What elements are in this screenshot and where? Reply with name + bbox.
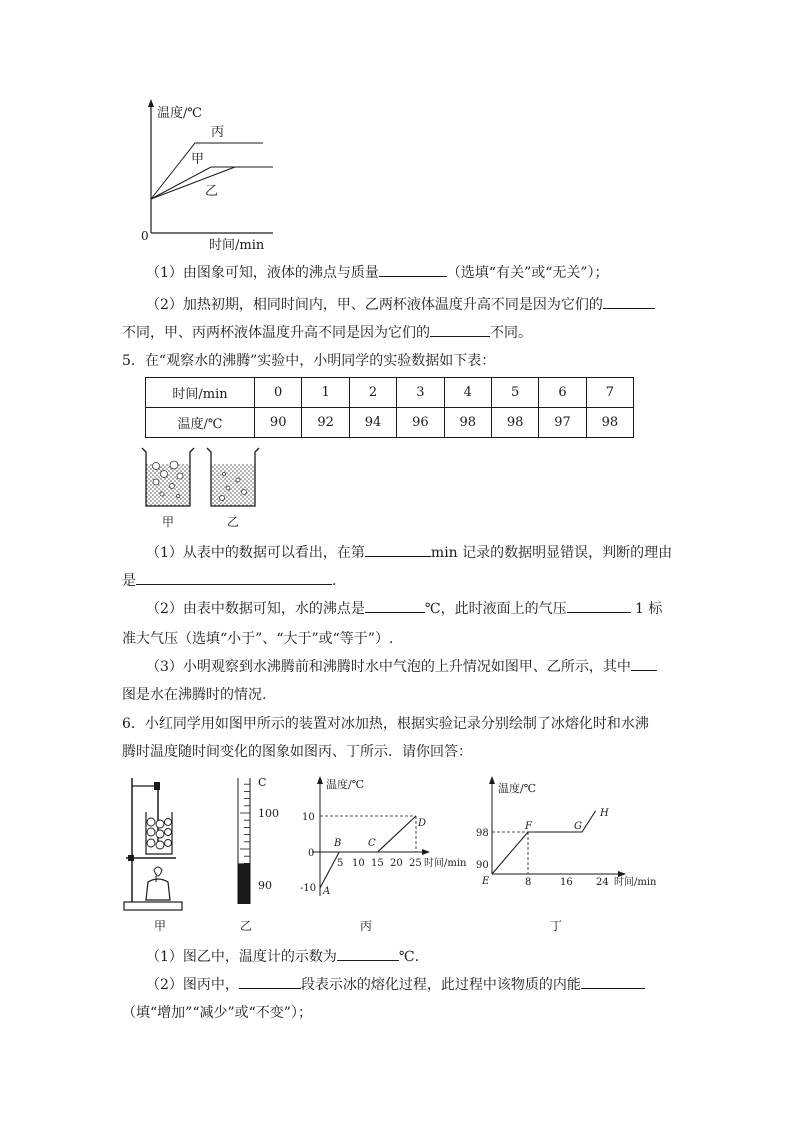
fig6-label-yi: 乙 bbox=[240, 919, 253, 933]
table-cell: 4 bbox=[444, 378, 491, 408]
bing-x-tick: 25 bbox=[409, 858, 422, 869]
q6-part2-cont: （填“增加”“减少”或“不变”）； bbox=[122, 1005, 312, 1021]
table-cell: 0 bbox=[255, 378, 302, 408]
q6-stem-line1: 6．小红同学用如图甲所示的装置对冰加热，根据实验记录分别绘制了冰熔化时和水沸 bbox=[122, 716, 649, 732]
q4-part2: （2）加热初期，相同时间内，甲、乙两杯液体温度升高不同是因为它们的 bbox=[146, 294, 655, 314]
ding-x-tick: 24 bbox=[596, 877, 609, 888]
answer-blank[interactable] bbox=[581, 974, 645, 989]
answer-blank[interactable] bbox=[239, 974, 301, 989]
answer-blank[interactable] bbox=[603, 294, 655, 309]
bing-point-label-B: B bbox=[334, 838, 342, 849]
answer-blank[interactable] bbox=[379, 262, 447, 277]
graph-y-label: 温度/℃ bbox=[157, 106, 202, 121]
answer-blank[interactable] bbox=[631, 656, 657, 671]
ding-point-label-G: G bbox=[574, 821, 582, 832]
answer-blank[interactable] bbox=[567, 598, 631, 613]
table-row bbox=[146, 378, 634, 408]
beaker-yi bbox=[207, 448, 259, 506]
answer-blank[interactable] bbox=[337, 946, 399, 961]
table-header: 时间/min bbox=[146, 378, 255, 408]
q6-stem-line2: 腾时温度随时间变化的图象如图丙、丁所示．请你回答： bbox=[122, 744, 472, 760]
table-cell: 98 bbox=[491, 408, 538, 438]
bing-point-label-A: A bbox=[323, 886, 331, 897]
q6-part1: （1）图乙中，温度计的示数为 ℃. bbox=[146, 946, 419, 966]
ding-point-label-H: H bbox=[600, 808, 609, 819]
ding-y-label: 温度/℃ bbox=[498, 782, 537, 795]
q5-data-table bbox=[145, 377, 634, 438]
ding-x-tick: 16 bbox=[560, 877, 573, 888]
bing-point-label-C: C bbox=[368, 838, 376, 849]
bing-x-tick: 20 bbox=[390, 858, 403, 869]
q5-stem: 5．在“观察水的沸腾”实验中，小明同学的实验数据如下表： bbox=[122, 353, 496, 369]
table-cell: 98 bbox=[444, 408, 491, 438]
q5-part1-cont: 是 . bbox=[122, 570, 336, 590]
table-cell: 92 bbox=[302, 408, 349, 438]
thermometer-column bbox=[238, 863, 250, 904]
curve-label-bing: 丙 bbox=[211, 125, 225, 140]
ding-origin-label: E bbox=[482, 876, 490, 887]
table-cell: 90 bbox=[255, 408, 302, 438]
beaker-label-jia: 甲 bbox=[162, 515, 175, 529]
beaker-label-yi: 乙 bbox=[227, 515, 240, 529]
ding-y-tick: 98 bbox=[476, 828, 489, 839]
table-cell: 3 bbox=[397, 378, 444, 408]
graph-origin: 0 bbox=[141, 229, 149, 243]
bing-x-label: 时间/min bbox=[424, 858, 467, 869]
fig6-label-ding: 丁 bbox=[550, 919, 563, 933]
bing-x-tick: 10 bbox=[352, 858, 365, 869]
q4-part1: （1）由图象可知，液体的沸点与质量 （选填“有关”或“无关”）； bbox=[146, 262, 609, 282]
table-cell: 1 bbox=[302, 378, 349, 408]
table-row bbox=[146, 408, 634, 438]
q4-part2-cont: 不同，甲、丙两杯液体温度升高不同是因为它们的 不同。 bbox=[122, 322, 532, 342]
ding-point-label-F: F bbox=[525, 821, 532, 832]
q6-part2: （2）图丙中， 段表示冰的熔化过程，此过程中该物质的内能 bbox=[146, 974, 645, 994]
bing-x-tick: 5 bbox=[337, 858, 344, 869]
q5-part1: （1）从表中的数据可以看出，在第 min 记录的数据明显错误，判断的理由 bbox=[146, 542, 672, 562]
thermometer-unit: C bbox=[258, 776, 267, 789]
answer-blank[interactable] bbox=[430, 322, 490, 337]
answer-blank[interactable] bbox=[365, 598, 425, 613]
ding-y-tick: 90 bbox=[476, 860, 489, 871]
bing-y-label: 温度/℃ bbox=[326, 778, 365, 791]
table-cell: 2 bbox=[349, 378, 396, 408]
figure-boiling-graph bbox=[135, 95, 285, 255]
q5-part2-cont: 准大气压（选填“小于”、“大于”或“等于”）. bbox=[122, 631, 394, 647]
figure-thermometer bbox=[218, 772, 290, 936]
curve-label-yi: 乙 bbox=[205, 184, 219, 199]
bing-y-tick: 0 bbox=[308, 848, 315, 859]
answer-blank[interactable] bbox=[136, 570, 332, 585]
beaker-figure bbox=[134, 444, 264, 532]
figure-apparatus bbox=[118, 772, 198, 936]
thermometer-tick-100: 100 bbox=[258, 807, 279, 820]
table-cell: 6 bbox=[539, 378, 586, 408]
table-cell: 5 bbox=[491, 378, 538, 408]
fig6-label-jia: 甲 bbox=[154, 919, 167, 933]
q5-part3-cont: 图是水在沸腾时的情况. bbox=[122, 687, 267, 703]
bing-y-tick: -10 bbox=[300, 883, 317, 894]
curve-label-jia: 甲 bbox=[191, 152, 205, 167]
bing-point-label-D: D bbox=[418, 818, 427, 829]
ding-x-tick: 8 bbox=[525, 877, 532, 888]
chart-bing bbox=[296, 772, 468, 936]
table-cell: 98 bbox=[586, 408, 633, 438]
ding-x-label: 时间/min bbox=[614, 877, 657, 888]
chart-ding bbox=[476, 772, 666, 936]
bing-x-tick: 15 bbox=[371, 858, 384, 869]
thermometer-tick-90: 90 bbox=[258, 879, 272, 892]
table-cell: 97 bbox=[539, 408, 586, 438]
bing-y-tick: 10 bbox=[302, 812, 315, 823]
fig6-label-bing: 丙 bbox=[360, 919, 373, 933]
table-cell: 96 bbox=[397, 408, 444, 438]
table-header: 温度/℃ bbox=[146, 408, 255, 438]
table-cell: 7 bbox=[586, 378, 633, 408]
beaker-jia bbox=[142, 448, 194, 506]
graph-x-label: 时间/min bbox=[209, 238, 265, 253]
q5-part2: （2）由表中数据可知，水的沸点是 ℃，此时液面上的气压 1 标 bbox=[146, 598, 662, 618]
table-cell: 94 bbox=[349, 408, 396, 438]
answer-blank[interactable] bbox=[365, 542, 431, 557]
q5-part3: （3）小明观察到水沸腾前和沸腾时水中气泡的上升情况如图甲、乙所示，其中 bbox=[146, 656, 657, 676]
